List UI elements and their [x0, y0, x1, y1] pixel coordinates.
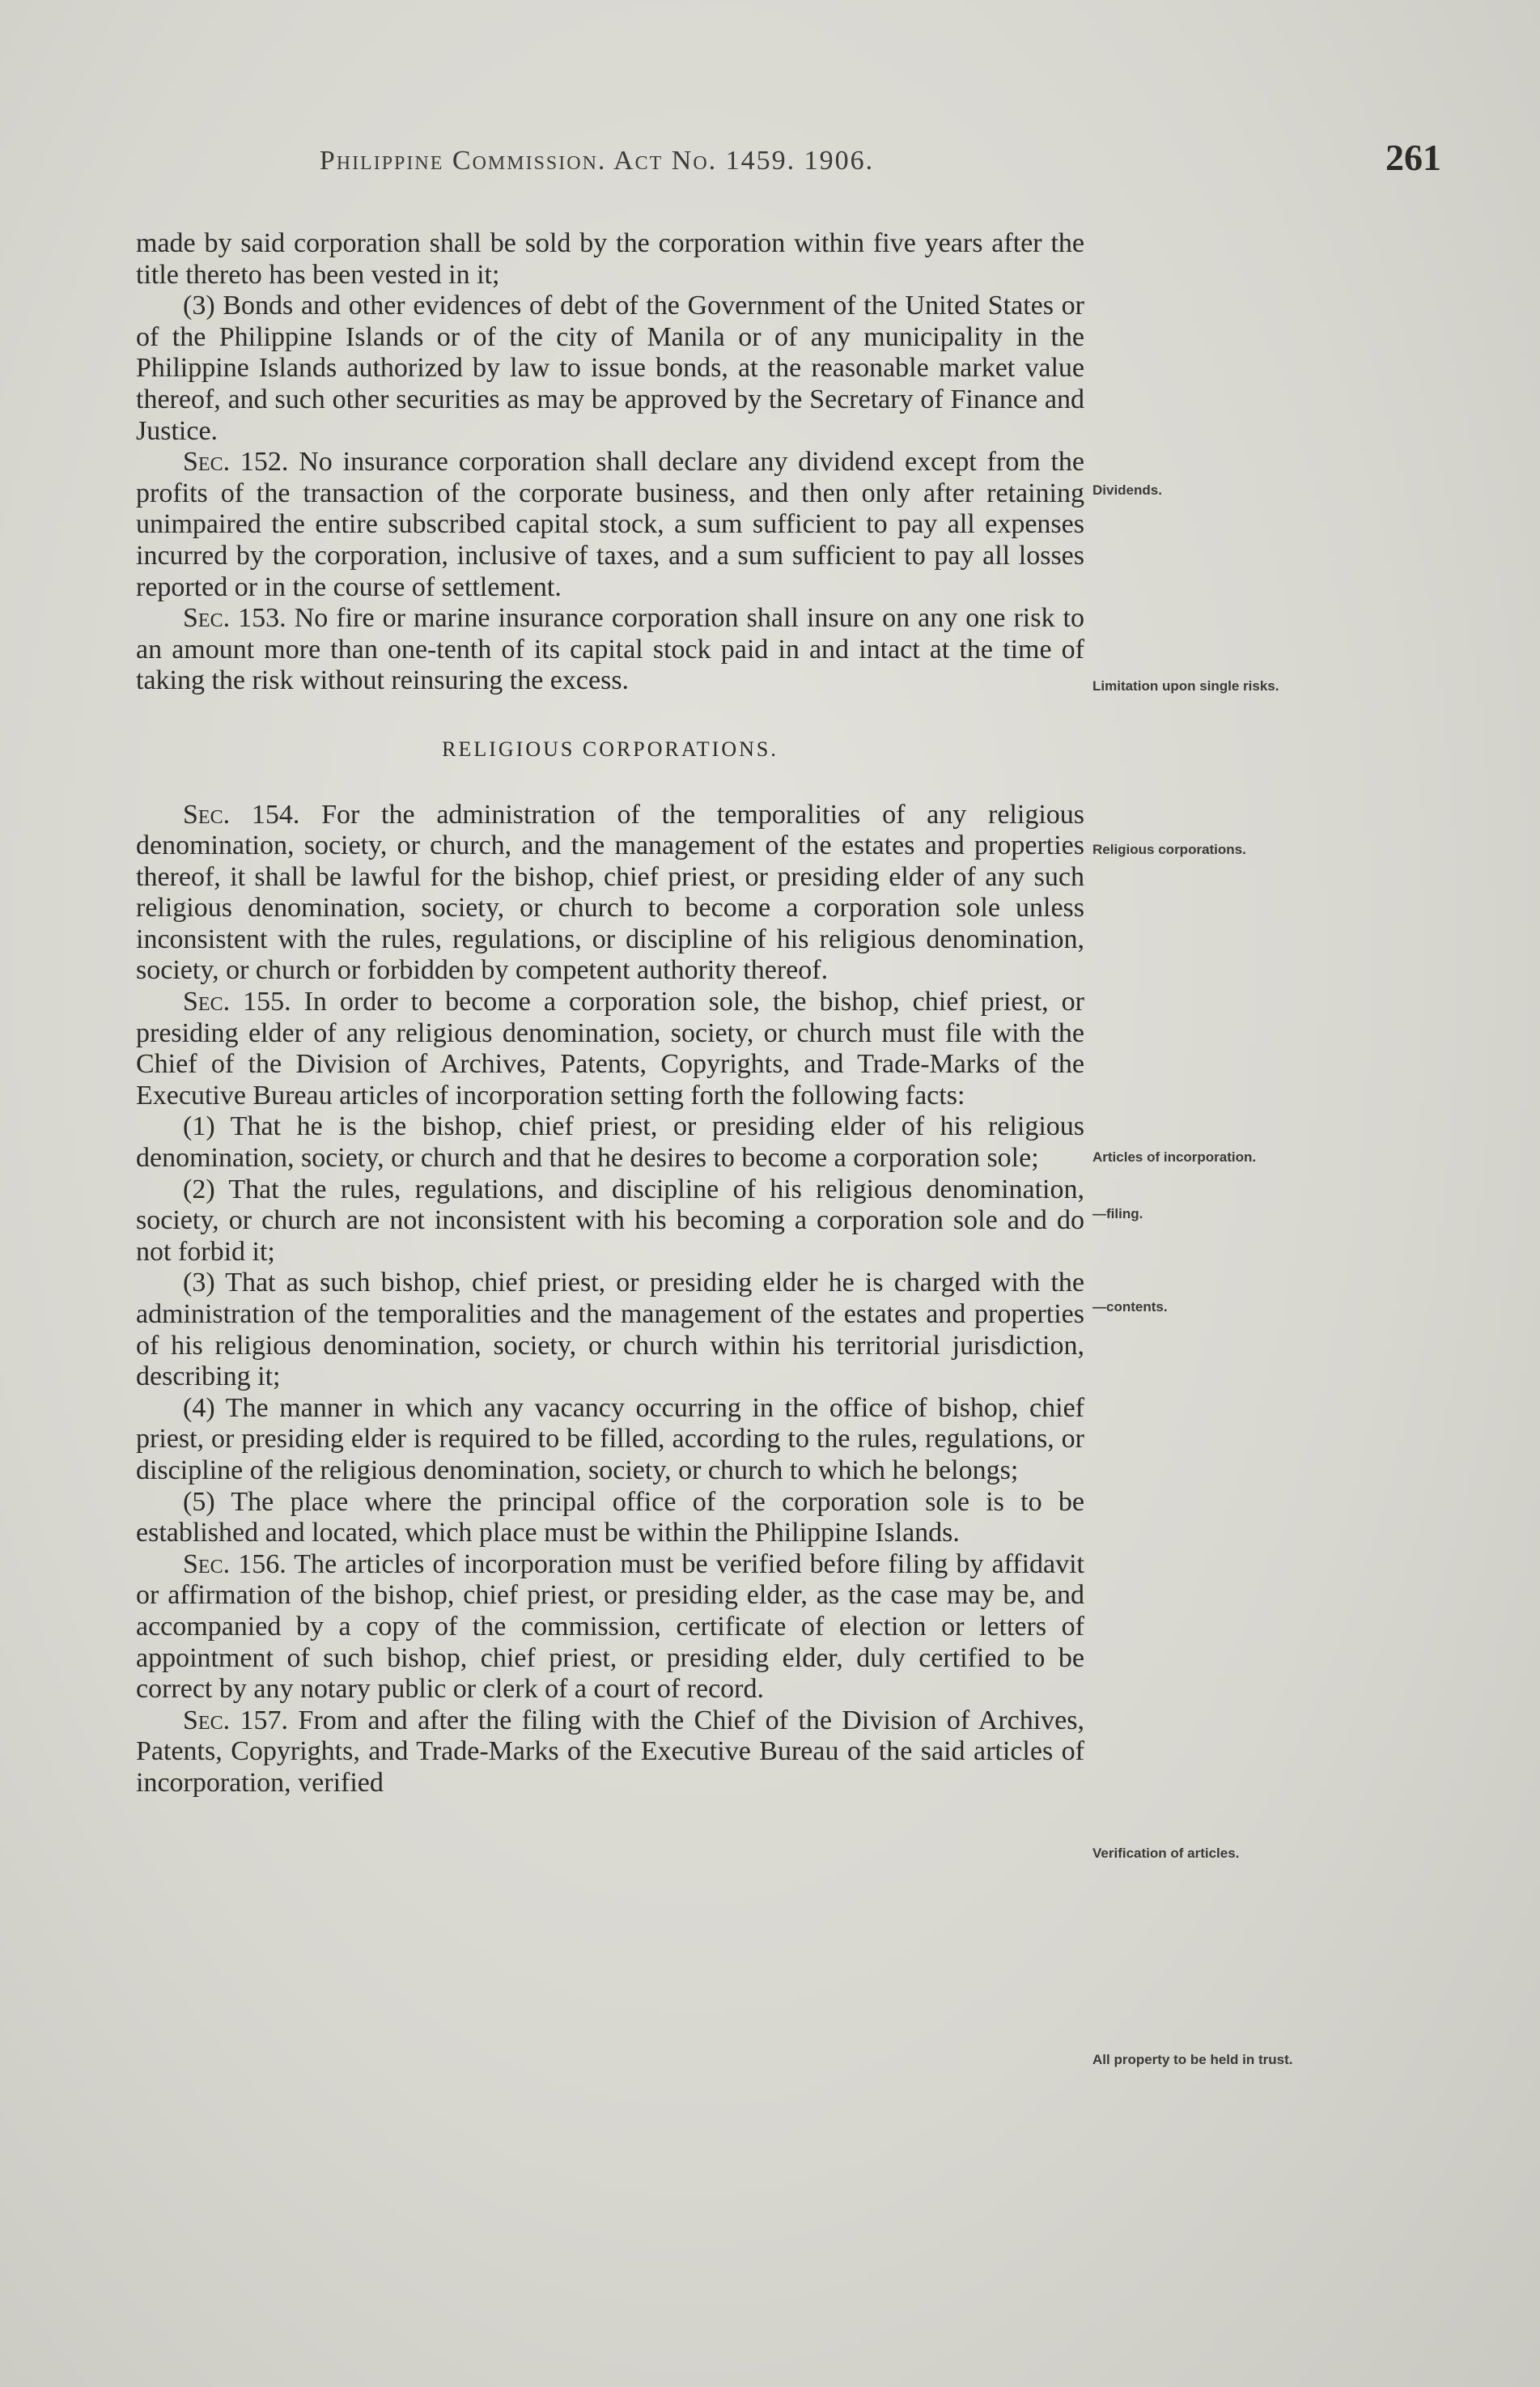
page-number: 261: [1385, 137, 1441, 178]
margin-note-property-in-trust: All property to be held in trust.: [1092, 2052, 1293, 2067]
section-155: Sec. 155. In order to become a corporation sole, the bishop, chief priest, or presiding elder of any religious denomination, society, or church must file with the Chief of the Division of Archives, Patents, Copyrights, and Trade-Marks of the Executive Bureau articles of incorporation setting forth the following facts:: [136, 987, 1085, 1111]
paragraph: (3) Bonds and other evidences of debt of the Government of the United States or of the Philippine Islands or of the city of Manila or of any municipality in the Philippine Islands authorized by law to issue bonds, at the reasonable market value thereof, and such other securities as may be approved by the Secretary of Finance and Justice.: [136, 291, 1084, 446]
section-heading: RELIGIOUS CORPORATIONS.: [442, 737, 778, 761]
margin-note-religious-corporations: Religious corporations.: [1092, 842, 1246, 857]
margin-note-articles: Articles of incorporation.: [1092, 1149, 1257, 1165]
running-head: Philippine Commission. Act No. 1459. 1906.: [319, 146, 875, 176]
section-156: Sec. 156. The articles of incorporation must be verified before filing by affidavit or affirmation of the bishop, chief priest, or presiding elder, as the case may be, and accompanied by a copy of the commission, certificate of election or letters of appointment of such bishop, chief priest, or presiding elder, duly certified to be correct by any notary public or clerk of a court of record.: [136, 1548, 1085, 1705]
paragraph: made by said corporation shall be sold by the corporation within five years after the title thereto has been vested in it;: [136, 228, 1084, 290]
margin-note-limitation: Limitation upon single risks.: [1092, 678, 1279, 694]
margin-note-contents: —contents.: [1092, 1299, 1168, 1315]
section-152: Sec. 152. No insurance corporation shall declare any dividend except from the profits of the transaction of the corporate business, and then only after retaining unimpaired the entire subscribed capital stock, a sum sufficient to pay all expenses incurred by the corporation, inclusive of taxes, and a sum sufficient to pay all losses reported or in the course of settlement.: [136, 447, 1084, 602]
margin-note-verification: Verification of articles.: [1092, 1845, 1240, 1861]
margin-note-dividends: Dividends.: [1092, 482, 1162, 498]
paragraph: (4) The manner in which any vacancy occurring in the office of bishop, chief priest, or presiding elder is required to be filled, according to the rules, regulations, or discipline of the religious denomination, society, or church to which he belongs;: [136, 1392, 1084, 1485]
paragraph: (3) That as such bishop, chief priest, or presiding elder he is charged with the administration of the temporalities and the management of the estates and properties of his religious denomination, society, or church within his territorial jurisdiction, describing it;: [136, 1268, 1084, 1392]
body-text: [136, 228, 1084, 1799]
section-154: Sec. 154. For the administration of the temporalities of any religious denomination, society, or church, and the management of the estates and properties thereof, it shall be lawful for the bishop, chief priest, or presiding elder of any such religious denomination, society, or church to become a corporation sole unless inconsistent with the rules, regulations, or discipline of his religious denomination, society, or church or forbidden by competent authority thereof.: [136, 799, 1084, 986]
paragraph: (5) The place where the principal office of the corporation sole is to be established and located, which place must be within the Philippine Islands.: [136, 1486, 1084, 1548]
margin-note-filing: —filing.: [1092, 1206, 1143, 1221]
paragraph: (2) That the rules, regulations, and discipline of his religious denomination, society, or church are not inconsistent with his becoming a corporation sole and do not forbid it;: [136, 1174, 1084, 1267]
paragraph: (1) That he is the bishop, chief priest, or presiding elder of his religious denomination, society, or church and that he desires to become a corporation sole;: [136, 1111, 1084, 1174]
section-153: Sec. 153. No fire or marine insurance corporation shall insure on any one risk to an amount more than one-tenth of its capital stock paid in and intact at the time of taking the risk without reinsuring the excess.: [136, 603, 1084, 696]
section-157: Sec. 157. From and after the filing with the Chief of the Division of Archives, Patents, Copyrights, and Trade-Marks of the Executive Bureau of the said articles of incorporation, verified: [136, 1705, 1084, 1798]
